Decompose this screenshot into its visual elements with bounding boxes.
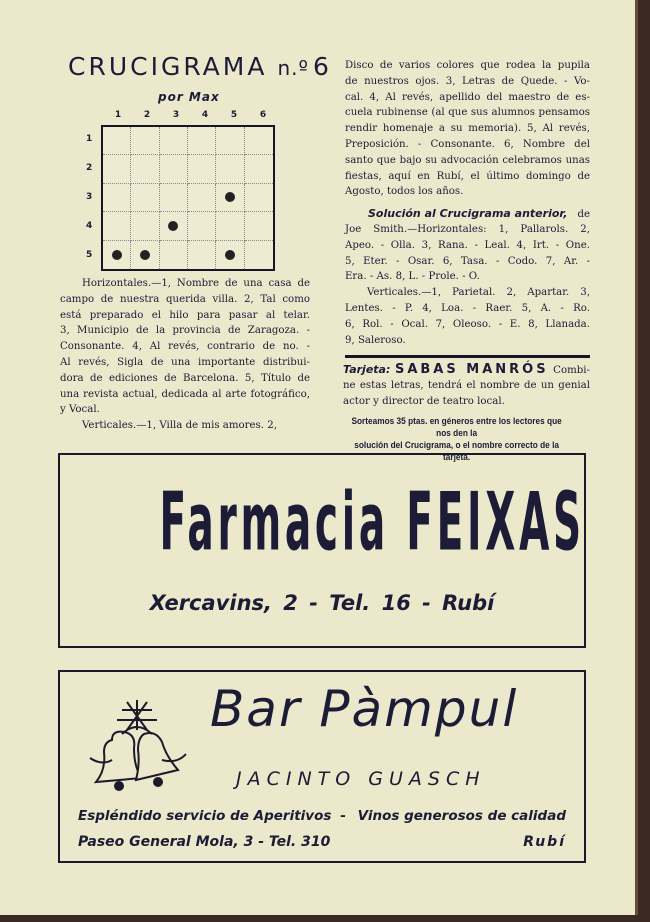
tarjeta-letters: SABAS MANRÓS	[394, 362, 549, 377]
clues-left	[60, 276, 310, 434]
text-line: santo que bajo su advocación celebramos unas	[345, 154, 590, 166]
text-line: cal. 4, Al revés, apellido del maestro de es-	[345, 91, 590, 103]
grid-cell	[160, 127, 188, 155]
text-line: rendir homenaje a su memoria). 5, Al revés,	[345, 123, 590, 135]
bar-wines: Vinos generosos de calidad	[357, 808, 566, 824]
text-line: Agosto, todos los años.	[345, 186, 464, 198]
grid-cell	[245, 127, 273, 155]
text-line: Horizontales.—1, Nombre de una casa de	[82, 278, 310, 289]
grid-cell	[188, 241, 216, 269]
row-number: 2	[86, 163, 93, 173]
grid-cell-blocked	[103, 241, 131, 269]
text-line: Joe Smith.—Horizontales: 1, Pallarols. 2,	[345, 224, 590, 235]
grid-cell	[216, 127, 244, 155]
grid-cell	[160, 155, 188, 183]
bar-town: Rubí	[523, 834, 566, 850]
grid-cell	[131, 184, 159, 212]
bar-address: Paseo General Mola, 3 - Tel. 310	[78, 834, 331, 850]
ad-farmacia	[58, 453, 586, 648]
tarjeta-label: Tarjeta:	[343, 363, 391, 376]
text-line: 6, Rol. - Ocal. 7, Oleoso. - E. 8, Llanada.	[345, 318, 590, 330]
text-line: Lentes. - P. 4, Loa. - Raer. 5, A. - Ro.	[345, 302, 590, 314]
text-line: Preposición. - Consonante. 6, Nombre del	[345, 138, 590, 150]
text-line: campo de nuestra querida villa. 2, Tal como	[60, 293, 310, 305]
grid-cell	[216, 155, 244, 183]
solution-title-tail: de	[577, 209, 590, 220]
grid-cell	[131, 212, 159, 240]
grid-cell	[188, 184, 216, 212]
grid-cell	[131, 155, 159, 183]
tarjeta-text	[343, 378, 590, 410]
crossword-number: 6	[312, 52, 332, 81]
row-number: 3	[86, 192, 93, 202]
grid-cell	[216, 212, 244, 240]
grid-cell	[188, 212, 216, 240]
grid-cell	[160, 241, 188, 269]
text-line: Apeo. - Olla. 3, Rana. - Leal. 4, Irt. - One.	[345, 239, 590, 251]
grid-cell-blocked	[131, 241, 159, 269]
column-number: 5	[230, 110, 238, 120]
text-line: Verticales.—1, Parietal. 2, Apartar. 3,	[367, 287, 590, 299]
text-line: cuela rubinense (al que sus alumnos pensamos	[345, 107, 590, 119]
grid-cell	[103, 155, 131, 183]
ad-bar	[58, 670, 586, 863]
solution-text	[345, 222, 590, 348]
column-number: 4	[201, 110, 209, 120]
text-line: Verticales.—1, Villa de mis amores. 2,	[82, 420, 277, 432]
grid-cell	[188, 127, 216, 155]
row-number: 4	[86, 221, 93, 231]
text-line: ne estas letras, tendrá el nombre de un genial	[343, 380, 590, 391]
tarjeta-tail: Combi-	[553, 365, 590, 376]
title-text: CRUCIGRAMA	[68, 52, 268, 81]
grid-cell	[245, 212, 273, 240]
text-line: 5, Eter. - Osar. 6, Tasa. - Codo. 7, Ar. -	[345, 255, 590, 267]
text-line: Consonante. 4, Al revés, contrario de no. -	[60, 341, 310, 353]
grid-cell-blocked	[160, 212, 188, 240]
grid-cell	[103, 127, 131, 155]
row-number: 1	[86, 134, 93, 144]
column-number: 2	[143, 110, 151, 120]
column-number: 6	[259, 110, 267, 120]
text-line: actor y director de teatro local.	[343, 395, 505, 407]
farmacia-name: Farmacia FEIXAS	[159, 474, 585, 570]
note-line: solución del Crucigrama, o el nombre correcto de la tarjeta.	[354, 440, 559, 462]
crossword-grid	[101, 125, 275, 271]
grid-cell-blocked	[216, 184, 244, 212]
bar-owner: JACINTO GUASCH	[236, 768, 486, 790]
text-line: y Vocal.	[60, 404, 100, 416]
bar-services: Espléndido servicio de Aperitivos	[78, 808, 332, 824]
crossword-author: por Max	[158, 90, 220, 104]
solution-heading	[368, 207, 590, 223]
text-line: 3, Municipio de la provincia de Zaragoza. -	[60, 325, 310, 337]
grid-cell	[245, 184, 273, 212]
grid-cell-blocked	[216, 241, 244, 269]
row-number: 5	[86, 250, 93, 260]
text-line: Al revés, Sigla de una importante distribui-	[60, 356, 310, 368]
clues-right	[345, 58, 590, 200]
solution-title: Solución al Crucigrama anterior,	[368, 207, 568, 220]
grid-cell	[103, 184, 131, 212]
bar-name: Bar Pàmpul	[210, 680, 519, 738]
bells-icon	[82, 690, 192, 802]
text-line: dora de ediciones de Barcelona. 5, Título de	[60, 372, 310, 384]
grid-cell	[160, 184, 188, 212]
grid-cell	[131, 127, 159, 155]
column-number: 3	[172, 110, 180, 120]
text-line: Era. - As. 8, L. - Prole. - O.	[345, 271, 480, 283]
tarjeta-heading	[343, 362, 590, 379]
text-line: una revista actual, dedicada al arte fotográfico,	[60, 388, 310, 400]
grid-cell	[103, 212, 131, 240]
separator-dash: -	[340, 808, 346, 824]
crossword-title	[68, 52, 332, 81]
grid-cell	[245, 155, 273, 183]
text-line: Disco de varios colores que rodea la pupila	[345, 60, 590, 71]
column-number: 1	[114, 110, 122, 120]
grid-cell	[245, 241, 273, 269]
divider	[345, 355, 590, 358]
farmacia-address: Xercavins, 2 - Tel. 16 - Rubí	[149, 591, 495, 615]
text-line: fiestas, aquí en Rubí, el último domingo de	[345, 170, 590, 182]
grid-cell	[188, 155, 216, 183]
number-label: n.º	[277, 56, 309, 80]
text-line: está preparado el hilo para pasar al telar.	[60, 309, 310, 321]
text-line: de nuestros ojos. 3, Letras de Quede. - Vo-	[345, 75, 590, 87]
note-line: Sorteamos 35 ptas. en géneros entre los lectores que nos den la	[351, 416, 562, 438]
text-line: 9, Saleroso.	[345, 334, 406, 346]
